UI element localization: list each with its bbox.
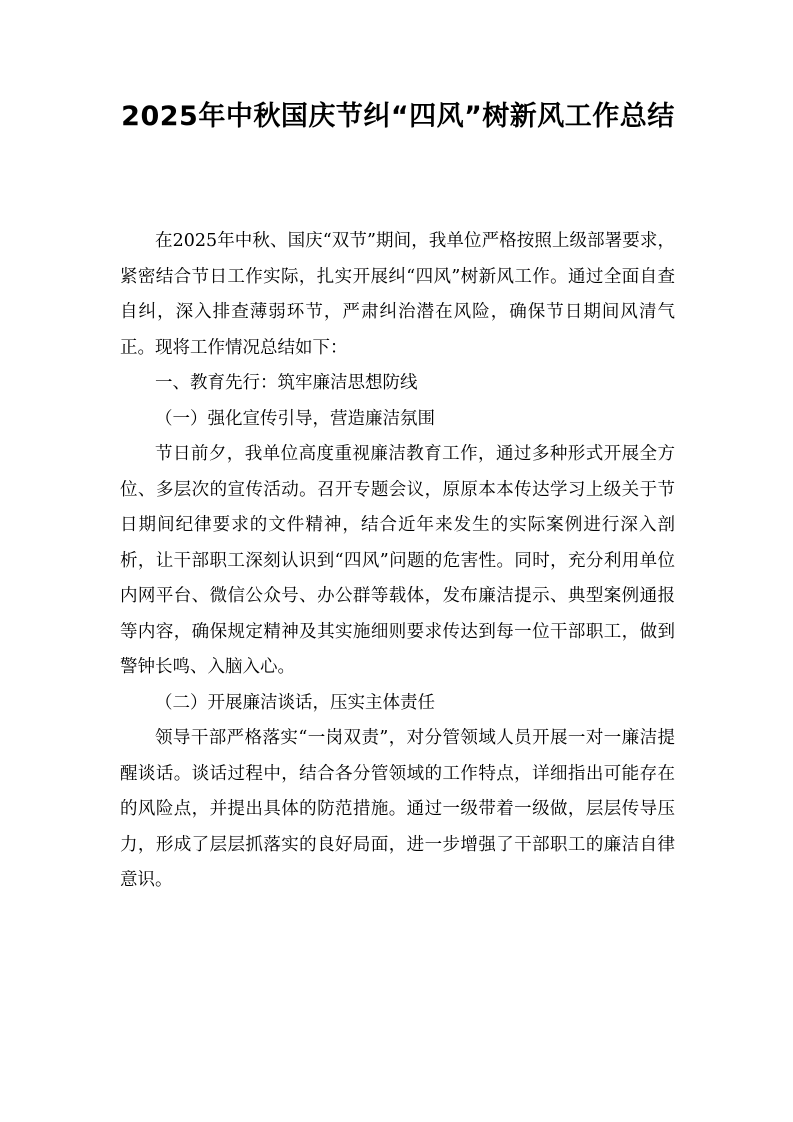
subsection-heading-2: （二）开展廉洁谈话，压实主体责任	[155, 692, 435, 713]
section-heading-1: 一、教育先行：筑牢廉洁思想防线	[155, 373, 418, 393]
body-paragraph-2: 领导干部严格落实“一岗双责”，对分管领域人员开展一对一廉洁提醒谈话。谈话过程中，结合各分管领域的工作特点，详细指出可能存在的风险点，并提出具体的防范措施。通过一级带着一级做，层层传导压力，形成了层层抓落实的良好局面，进一步增强了干部职工的廉洁自律意识。	[120, 728, 675, 890]
document-title: 2025年中秋国庆节纠“四风”树新风工作总结	[121, 101, 675, 132]
document-body	[120, 224, 675, 899]
body-paragraph-1: 节日前夕，我单位高度重视廉洁教育工作，通过多种形式开展全方位、多层次的宣传活动。召开专题会议，原原本本传达学习上级关于节日期间纪律要求的文件精神，结合近年来发生的实际案例进行深入剖析，让干部职工深刻认识到“四风”问题的危害性。同时，充分利用单位内网平台、微信公众号、办公群等载体，发布廉洁提示、典型案例通报等内容，确保规定精神及其实施细则要求传达到每一位干部职工，做到警钟长鸣、入脑入心。	[120, 444, 675, 677]
subsection-heading-1: （一）强化宣传引导，营造廉洁氛围	[155, 408, 435, 429]
intro-paragraph: 在2025年中秋、国庆“双节”期间，我单位严格按照上级部署要求，紧密结合节日工作实际，扎实开展纠“四风”树新风工作。通过全面自查自纠，深入排查薄弱环节，严肃纠治潜在风险，确保节日期间风清气正。现将工作情况总结如下：	[120, 231, 675, 358]
